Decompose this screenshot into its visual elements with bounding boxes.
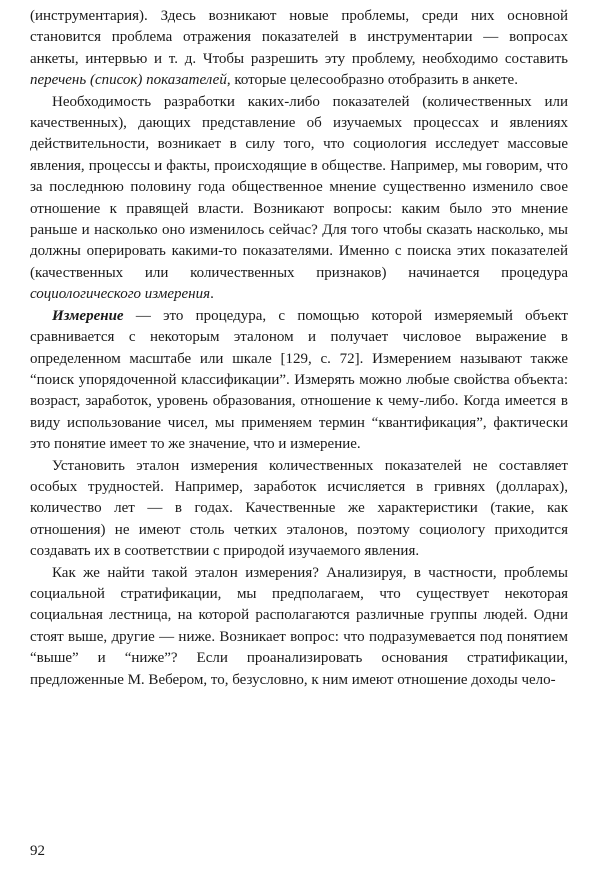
emphasis-text: социологического измерения <box>30 286 211 303</box>
body-text <box>30 6 568 691</box>
paragraph <box>30 6 568 92</box>
text-run: , которые целесообразно отобразить в анкете. <box>226 72 518 89</box>
page-number: 92 <box>30 843 45 859</box>
term-text: Измерение <box>52 307 124 324</box>
text-run: Необходимость разработки каких-либо показателей (количественных или качественных), дающих представление об изучаемых процессах и явлениях действительности, возникает в силу того, что социология исследует массовые явления, процессы и факты, происходящие в обществе. Например, мы говорим, что за последнюю половину года общественное мнение существенно изменило свое отношение к правящей власти. Возникают вопросы: каким было это мнение раньше и насколько оно изменилось сейчас? Для того чтобы сказать насколько, мы должны оперировать какими-то показателями. Именно с поиска этих показателей (качественных или количественных признаков) начинается процедура <box>30 93 568 281</box>
text-run: — это процедура, с помощью которой измеряемый объект сравнивается с некоторым эталоном и получает числовое выражение в определенном масштабе или шкале [129, с. 72]. Измерением называют также “поиск упорядоченной классификации”. Измерять можно любые свойства объекта: возраст, заработок, уровень образования, отношение к чему-либо. Когда имеется в виду использование чисел, мы применяем термин “квантификация”, фактически это понятие имеет то же значение, что и измерение. <box>30 307 568 453</box>
paragraph <box>30 456 568 563</box>
paragraph <box>30 563 568 691</box>
paragraph <box>30 92 568 306</box>
paragraph <box>30 306 568 456</box>
emphasis-text: перечень (список) показателей <box>30 72 227 89</box>
text-run: Как же найти такой эталон измерения? Анализируя, в частности, проблемы социальной стратификации, мы предполагаем, что существует некоторая социальная лестница, на которой располагаются различные группы людей. Одни стоят выше, другие — ниже. Возникает вопрос: что подразумевается под понятием “выше” и “ниже”? Если проанализировать основания стратификации, предложенные М. Вебером, то, безусловно, к ним имеют отношение доходы чело- <box>30 564 568 688</box>
text-run: (инструментария). Здесь возникают новые проблемы, среди них основной становится проблема отражения показателей в инструментарии — вопросах анкеты, интервью и т. д. Чтобы разрешить эту проблему, необходимо составить <box>30 8 568 67</box>
text-run: . <box>210 286 214 303</box>
text-run: Установить эталон измерения количественных показателей не составляет особых трудностей. Например, заработок исчисляется в гривнях (долларах), количество лет — в годах. Качественные же характеристики (такие, как отношения) не имеют столь четких эталонов, поэтому социологу приходится создавать их в соответствии с природой изучаемого явления. <box>30 457 568 560</box>
